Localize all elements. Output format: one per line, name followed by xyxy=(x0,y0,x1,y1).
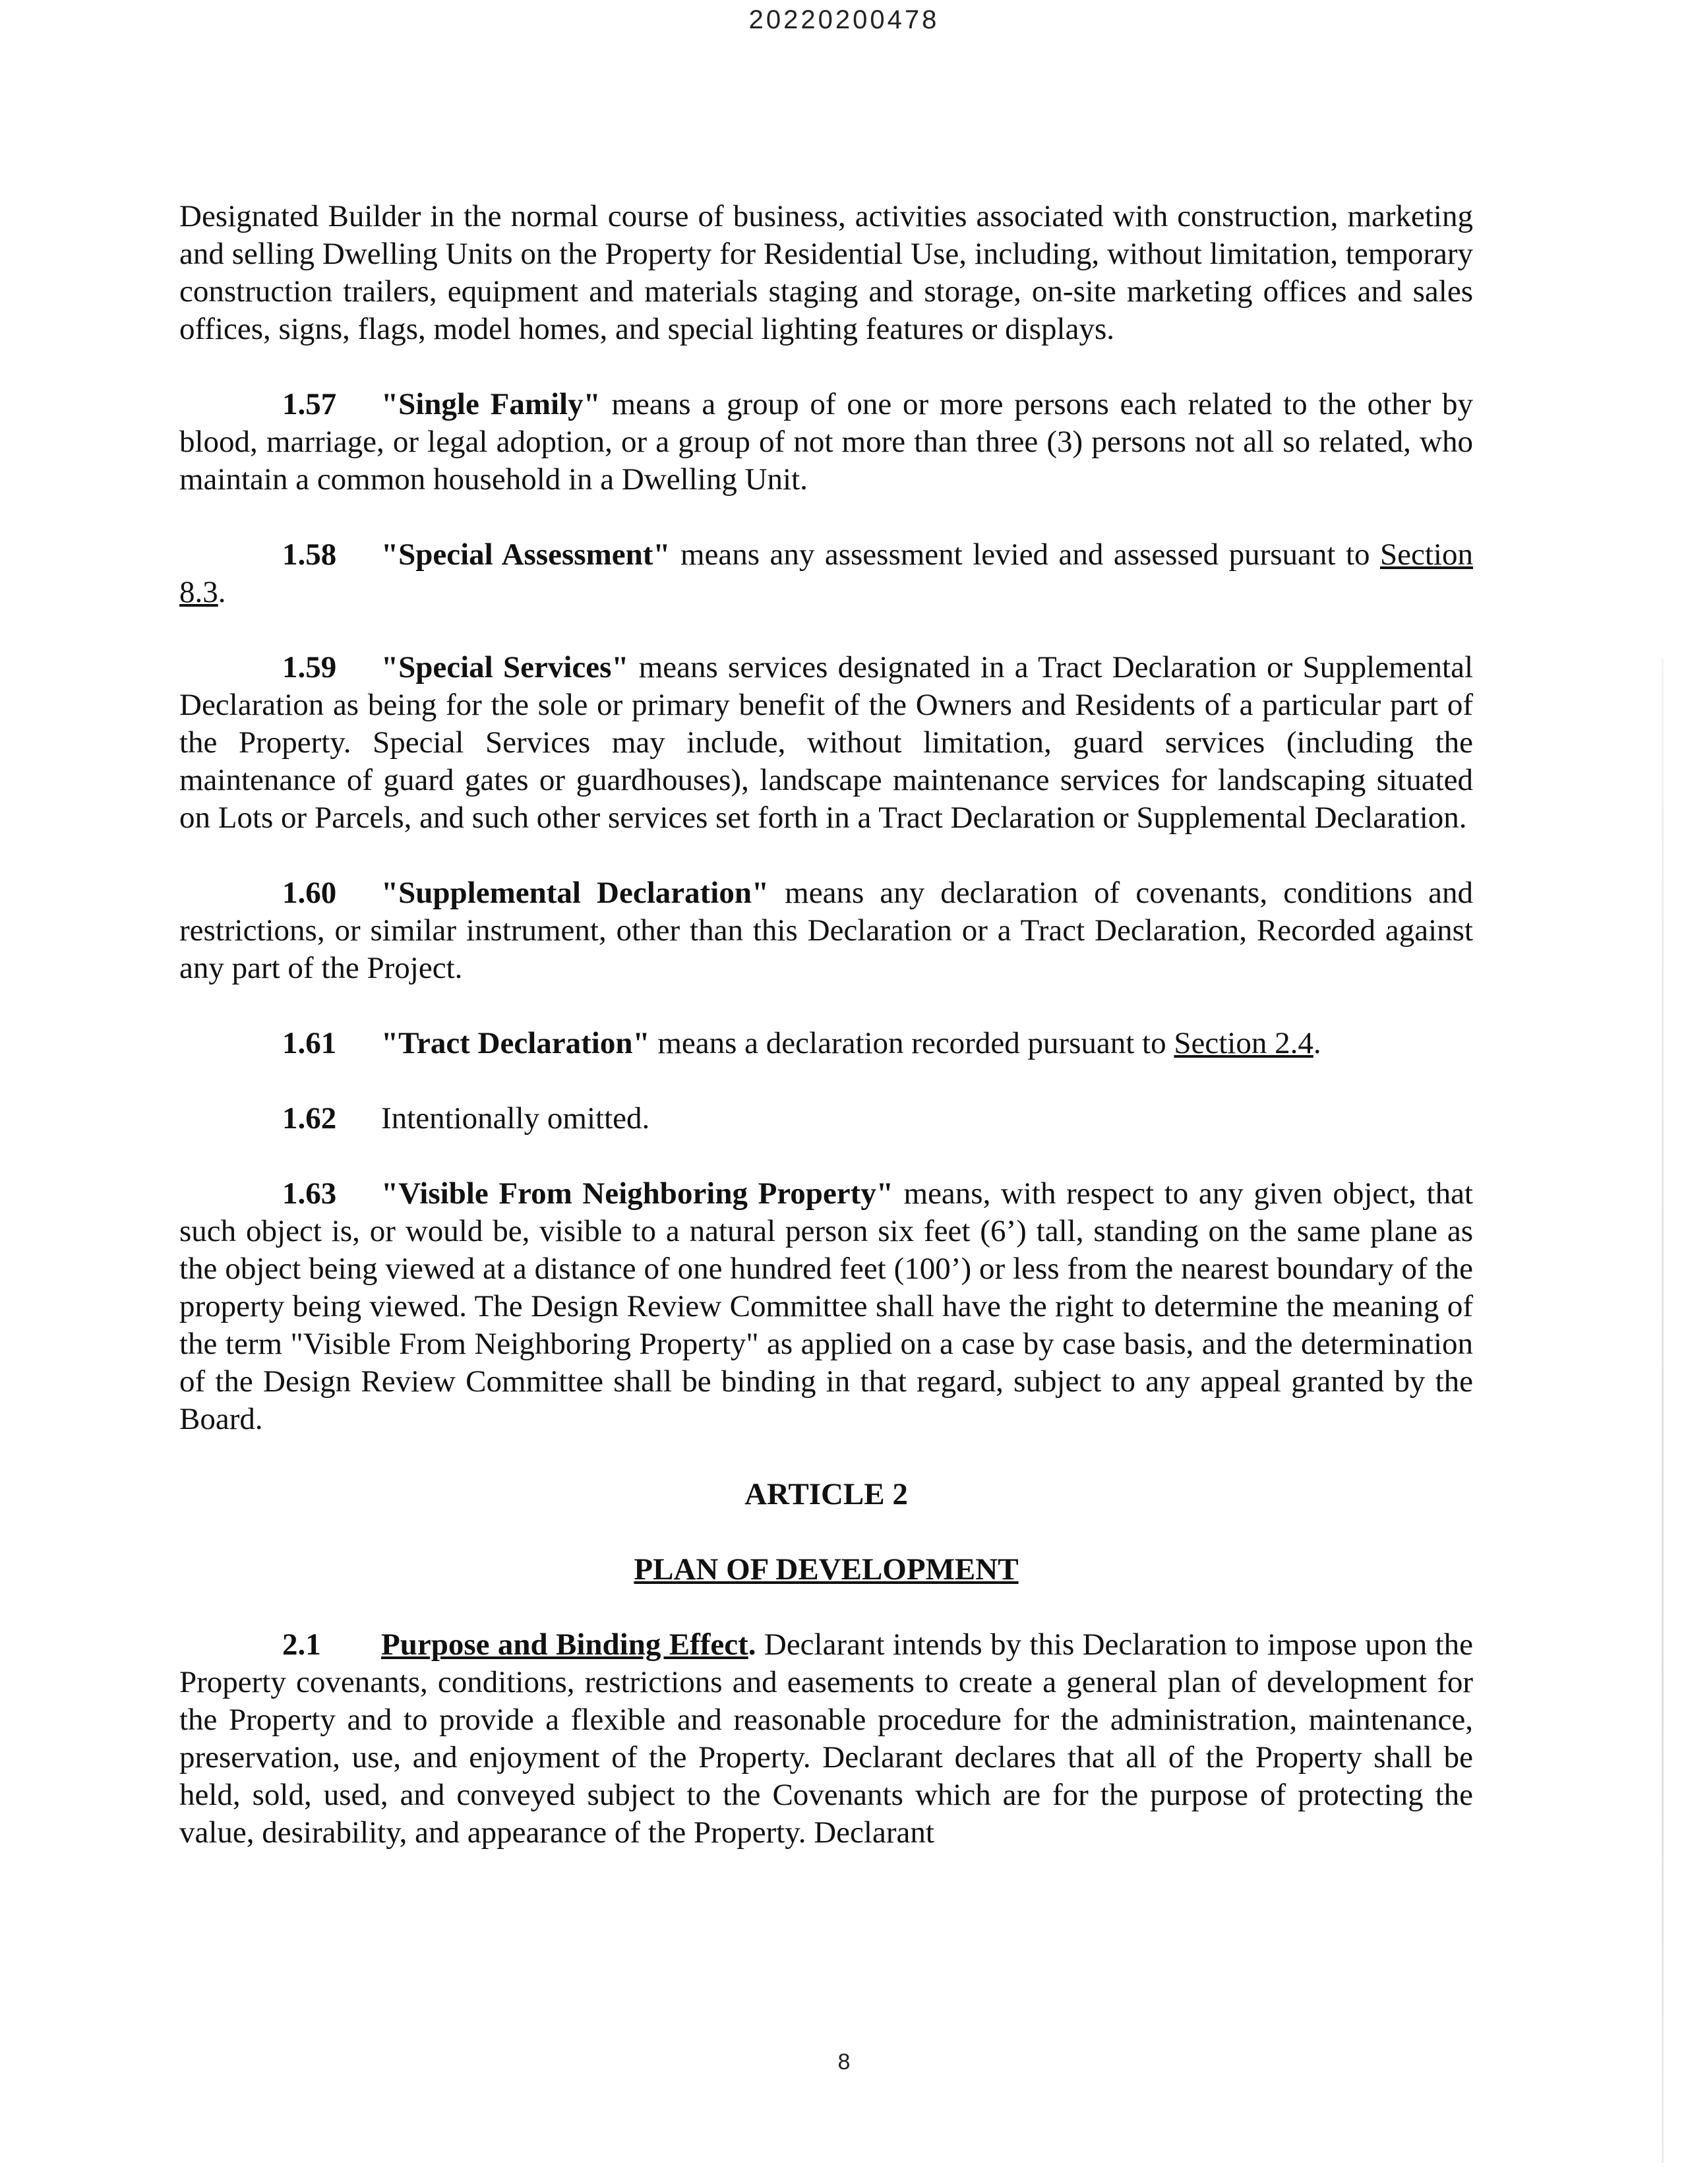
definition-text: means, with respect to any given object, that such object is, or would be, visible to a natural person six feet (6’) tall, standing on the same plane as the object being viewed at a distance of one hundred feet (100’) or less from the nearest boundary of the property being viewed. The Design Review Committee shall have the right to determine the meaning of the term "Visible From Neighboring Property" as applied on a case by case basis, and the determination of the Design Review Committee shall be binding in that regard, subject to any appeal granted by the Board. xyxy=(179,1176,1473,1436)
definition-text: means services designated in a Tract Declaration or Supplemental Declaration as being for the sole or primary benefit of the Owners and Residents of a particular part of the Property. Special Services may include, without limitation, guard services (including the maintenance of guard gates or guardhouses), landscape maintenance services for landscaping situated on Lots or Parcels, and such other services set forth in a Tract Declaration or Supplemental Declaration. xyxy=(179,650,1473,835)
definition-1-59 xyxy=(179,649,1473,837)
defined-term: "Special Services" xyxy=(381,650,629,684)
definition-text: means any declaration of covenants, conditions and restrictions, or similar instrument, other than this Declaration or a Tract Declaration, Recorded against any part of the Project. xyxy=(179,876,1473,985)
article-title: PLAN OF DEVELOPMENT xyxy=(634,1552,1019,1587)
defined-term: "Tract Declaration" xyxy=(381,1026,650,1060)
definition-1-63 xyxy=(179,1175,1473,1438)
defined-term: "Special Assessment" xyxy=(381,537,671,572)
defined-term: "Single Family" xyxy=(381,387,601,421)
definition-number: 1.57 xyxy=(282,387,337,421)
section-number: 2.1 xyxy=(282,1627,321,1662)
section-text: Declarant intends by this Declaration to impose upon the Property covenants, conditions, restrictions and easements to create a general plan of development for the Property and to provide a flexible and reasonable procedure for the administration, maintenance, preservation, use, and enjoyment of the Property. Declarant declares that all of the Property shall be held, sold, used, and conveyed subject to the Covenants which are for the purpose of protecting the value, desirability, and appearance of the Property. Declarant xyxy=(179,1627,1473,1850)
definition-number: 1.59 xyxy=(282,650,337,684)
page-number: 8 xyxy=(837,2049,851,2075)
definition-1-57 xyxy=(179,386,1473,499)
definition-end: . xyxy=(1313,1026,1321,1060)
definition-text: Intentionally omitted. xyxy=(381,1101,650,1136)
definition-number: 1.61 xyxy=(282,1026,337,1060)
definition-number: 1.62 xyxy=(282,1101,337,1136)
defined-term: "Visible From Neighboring Property" xyxy=(381,1176,893,1211)
definition-1-60 xyxy=(179,874,1473,987)
section-title-end: . xyxy=(748,1627,756,1662)
definition-1-58 xyxy=(179,536,1473,611)
defined-term: "Supplemental Declaration" xyxy=(381,876,769,910)
scan-edge-artifact xyxy=(1662,659,1664,2163)
definition-text: means a group of one or more persons each related to the other by blood, marriage, or legal adoption, or a group of not more than three (3) persons not all so related, who maintain a common household in a Dwelling Unit. xyxy=(179,387,1474,497)
document-number: 20220200478 xyxy=(748,5,940,34)
definition-number: 1.60 xyxy=(282,876,337,910)
definition-end: . xyxy=(218,575,226,609)
section-reference: Section 8.3 xyxy=(179,537,1473,609)
section-2-1 xyxy=(179,1626,1473,1852)
page-body xyxy=(179,198,1473,1889)
continuation-paragraph: Designated Builder in the normal course of business, activities associated with construction, marketing and selling Dwelling Units on the Property for Residential Use, including, without limitation, temporary construction trailers, equipment and materials staging and storage, on-site marketing offices and sales offices, signs, flags, model homes, and special lighting features or displays. xyxy=(179,199,1473,346)
definition-1-61 xyxy=(179,1025,1473,1062)
definition-number: 1.63 xyxy=(282,1176,337,1211)
definition-text: means a declaration recorded pursuant to xyxy=(649,1026,1174,1060)
definition-1-62 xyxy=(179,1100,1473,1138)
article-heading: ARTICLE 2 xyxy=(744,1477,908,1511)
definition-number: 1.58 xyxy=(282,537,337,572)
definition-text: means any assessment levied and assessed pursuant to xyxy=(670,537,1381,572)
section-reference: Section 2.4 xyxy=(1174,1026,1313,1060)
section-title: Purpose and Binding Effect xyxy=(381,1627,748,1662)
